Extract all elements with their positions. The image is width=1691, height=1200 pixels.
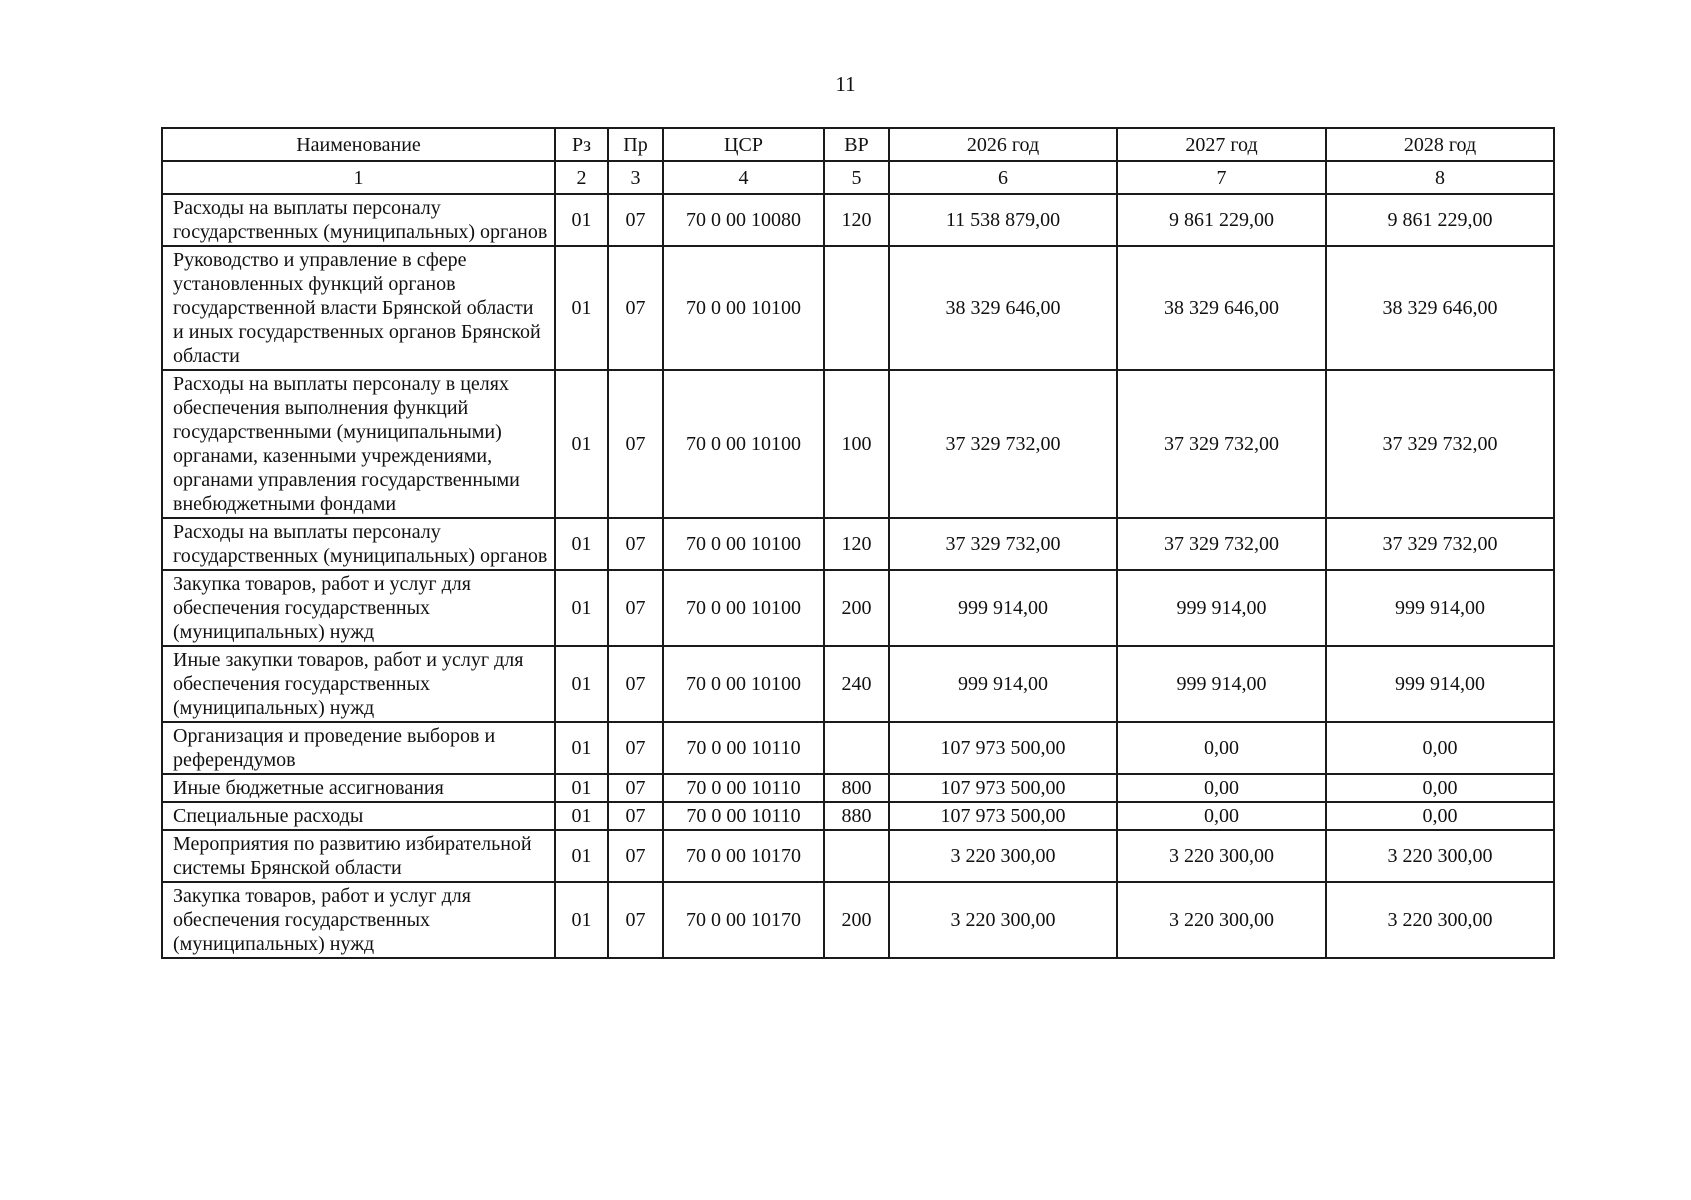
row-name: Специальные расходы bbox=[162, 802, 555, 830]
row-pr: 07 bbox=[608, 370, 663, 518]
row-amount-2028: 37 329 732,00 bbox=[1326, 370, 1554, 518]
row-amount-2028: 999 914,00 bbox=[1326, 570, 1554, 646]
row-amount-2027: 0,00 bbox=[1117, 774, 1326, 802]
row-name: Иные закупки товаров, работ и услуг для обеспечения государственных (муниципальных) нужд bbox=[162, 646, 555, 722]
row-pr: 07 bbox=[608, 830, 663, 882]
column-number: 1 bbox=[162, 161, 555, 194]
header-rz: Рз bbox=[555, 128, 608, 161]
row-rz: 01 bbox=[555, 370, 608, 518]
row-csr: 70 0 00 10110 bbox=[663, 774, 824, 802]
row-pr: 07 bbox=[608, 246, 663, 370]
row-amount-2026: 11 538 879,00 bbox=[889, 194, 1117, 246]
row-vr: 800 bbox=[824, 774, 889, 802]
row-csr: 70 0 00 10100 bbox=[663, 570, 824, 646]
row-vr: 240 bbox=[824, 646, 889, 722]
row-csr: 70 0 00 10170 bbox=[663, 882, 824, 958]
row-amount-2027: 3 220 300,00 bbox=[1117, 882, 1326, 958]
row-name: Расходы на выплаты персоналу в целях обеспечения выполнения функций государственными (муниципальными) органами, казенными учреждениями, органами управления государственными внебюджетными фондами bbox=[162, 370, 555, 518]
row-amount-2028: 0,00 bbox=[1326, 774, 1554, 802]
table-row bbox=[162, 370, 1554, 518]
table-row bbox=[162, 570, 1554, 646]
row-amount-2027: 3 220 300,00 bbox=[1117, 830, 1326, 882]
row-amount-2028: 9 861 229,00 bbox=[1326, 194, 1554, 246]
row-amount-2027: 9 861 229,00 bbox=[1117, 194, 1326, 246]
table-row bbox=[162, 882, 1554, 958]
column-number: 6 bbox=[889, 161, 1117, 194]
row-pr: 07 bbox=[608, 774, 663, 802]
table-header-row bbox=[162, 128, 1554, 161]
column-number-row bbox=[162, 161, 1554, 194]
row-vr: 200 bbox=[824, 570, 889, 646]
row-amount-2028: 3 220 300,00 bbox=[1326, 882, 1554, 958]
row-amount-2028: 38 329 646,00 bbox=[1326, 246, 1554, 370]
header-csr: ЦСР bbox=[663, 128, 824, 161]
row-amount-2028: 0,00 bbox=[1326, 802, 1554, 830]
budget-table bbox=[161, 127, 1555, 959]
row-csr: 70 0 00 10170 bbox=[663, 830, 824, 882]
column-number: 7 bbox=[1117, 161, 1326, 194]
row-amount-2026: 3 220 300,00 bbox=[889, 830, 1117, 882]
table-row bbox=[162, 830, 1554, 882]
row-csr: 70 0 00 10100 bbox=[663, 518, 824, 570]
row-amount-2026: 37 329 732,00 bbox=[889, 370, 1117, 518]
row-vr bbox=[824, 830, 889, 882]
row-amount-2026: 999 914,00 bbox=[889, 646, 1117, 722]
row-amount-2027: 0,00 bbox=[1117, 722, 1326, 774]
row-amount-2027: 0,00 bbox=[1117, 802, 1326, 830]
row-rz: 01 bbox=[555, 882, 608, 958]
row-amount-2028: 37 329 732,00 bbox=[1326, 518, 1554, 570]
row-name: Мероприятия по развитию избирательной системы Брянской области bbox=[162, 830, 555, 882]
row-rz: 01 bbox=[555, 246, 608, 370]
row-amount-2028: 999 914,00 bbox=[1326, 646, 1554, 722]
row-amount-2026: 107 973 500,00 bbox=[889, 722, 1117, 774]
row-amount-2027: 999 914,00 bbox=[1117, 570, 1326, 646]
header-pr: Пр bbox=[608, 128, 663, 161]
row-csr: 70 0 00 10110 bbox=[663, 802, 824, 830]
row-name: Закупка товаров, работ и услуг для обеспечения государственных (муниципальных) нужд bbox=[162, 570, 555, 646]
column-number: 3 bbox=[608, 161, 663, 194]
row-amount-2027: 37 329 732,00 bbox=[1117, 518, 1326, 570]
table-row bbox=[162, 518, 1554, 570]
row-csr: 70 0 00 10100 bbox=[663, 646, 824, 722]
row-amount-2028: 0,00 bbox=[1326, 722, 1554, 774]
page-number: 11 bbox=[835, 72, 856, 96]
table-row bbox=[162, 802, 1554, 830]
row-rz: 01 bbox=[555, 646, 608, 722]
row-vr: 120 bbox=[824, 518, 889, 570]
row-name: Закупка товаров, работ и услуг для обеспечения государственных (муниципальных) нужд bbox=[162, 882, 555, 958]
row-csr: 70 0 00 10100 bbox=[663, 370, 824, 518]
row-rz: 01 bbox=[555, 570, 608, 646]
row-amount-2026: 999 914,00 bbox=[889, 570, 1117, 646]
table-row bbox=[162, 246, 1554, 370]
row-pr: 07 bbox=[608, 194, 663, 246]
row-rz: 01 bbox=[555, 802, 608, 830]
row-amount-2026: 3 220 300,00 bbox=[889, 882, 1117, 958]
column-number: 8 bbox=[1326, 161, 1554, 194]
header-vr: ВР bbox=[824, 128, 889, 161]
row-amount-2027: 38 329 646,00 bbox=[1117, 246, 1326, 370]
row-pr: 07 bbox=[608, 518, 663, 570]
row-csr: 70 0 00 10080 bbox=[663, 194, 824, 246]
header-2026: 2026 год bbox=[889, 128, 1117, 161]
header-name: Наименование bbox=[162, 128, 555, 161]
row-vr: 880 bbox=[824, 802, 889, 830]
table-row bbox=[162, 194, 1554, 246]
row-rz: 01 bbox=[555, 722, 608, 774]
row-name: Организация и проведение выборов и референдумов bbox=[162, 722, 555, 774]
row-vr bbox=[824, 722, 889, 774]
header-2028: 2028 год bbox=[1326, 128, 1554, 161]
table-row bbox=[162, 774, 1554, 802]
row-amount-2026: 38 329 646,00 bbox=[889, 246, 1117, 370]
column-number: 4 bbox=[663, 161, 824, 194]
row-rz: 01 bbox=[555, 194, 608, 246]
row-name: Расходы на выплаты персоналу государственных (муниципальных) органов bbox=[162, 194, 555, 246]
column-number: 2 bbox=[555, 161, 608, 194]
row-amount-2026: 37 329 732,00 bbox=[889, 518, 1117, 570]
table-row bbox=[162, 722, 1554, 774]
row-amount-2027: 999 914,00 bbox=[1117, 646, 1326, 722]
row-csr: 70 0 00 10100 bbox=[663, 246, 824, 370]
row-vr: 200 bbox=[824, 882, 889, 958]
row-vr bbox=[824, 246, 889, 370]
row-csr: 70 0 00 10110 bbox=[663, 722, 824, 774]
row-pr: 07 bbox=[608, 646, 663, 722]
row-rz: 01 bbox=[555, 518, 608, 570]
table-body bbox=[162, 161, 1554, 958]
row-amount-2028: 3 220 300,00 bbox=[1326, 830, 1554, 882]
row-amount-2026: 107 973 500,00 bbox=[889, 774, 1117, 802]
row-pr: 07 bbox=[608, 570, 663, 646]
row-pr: 07 bbox=[608, 722, 663, 774]
row-rz: 01 bbox=[555, 774, 608, 802]
column-number: 5 bbox=[824, 161, 889, 194]
row-pr: 07 bbox=[608, 882, 663, 958]
row-rz: 01 bbox=[555, 830, 608, 882]
table-row bbox=[162, 646, 1554, 722]
header-2027: 2027 год bbox=[1117, 128, 1326, 161]
row-amount-2027: 37 329 732,00 bbox=[1117, 370, 1326, 518]
row-amount-2026: 107 973 500,00 bbox=[889, 802, 1117, 830]
row-vr: 120 bbox=[824, 194, 889, 246]
row-name: Руководство и управление в сфере установленных функций органов государственной власти Брянской области и иных государственных органов Брянской области bbox=[162, 246, 555, 370]
row-name: Расходы на выплаты персоналу государственных (муниципальных) органов bbox=[162, 518, 555, 570]
row-pr: 07 bbox=[608, 802, 663, 830]
row-name: Иные бюджетные ассигнования bbox=[162, 774, 555, 802]
row-vr: 100 bbox=[824, 370, 889, 518]
